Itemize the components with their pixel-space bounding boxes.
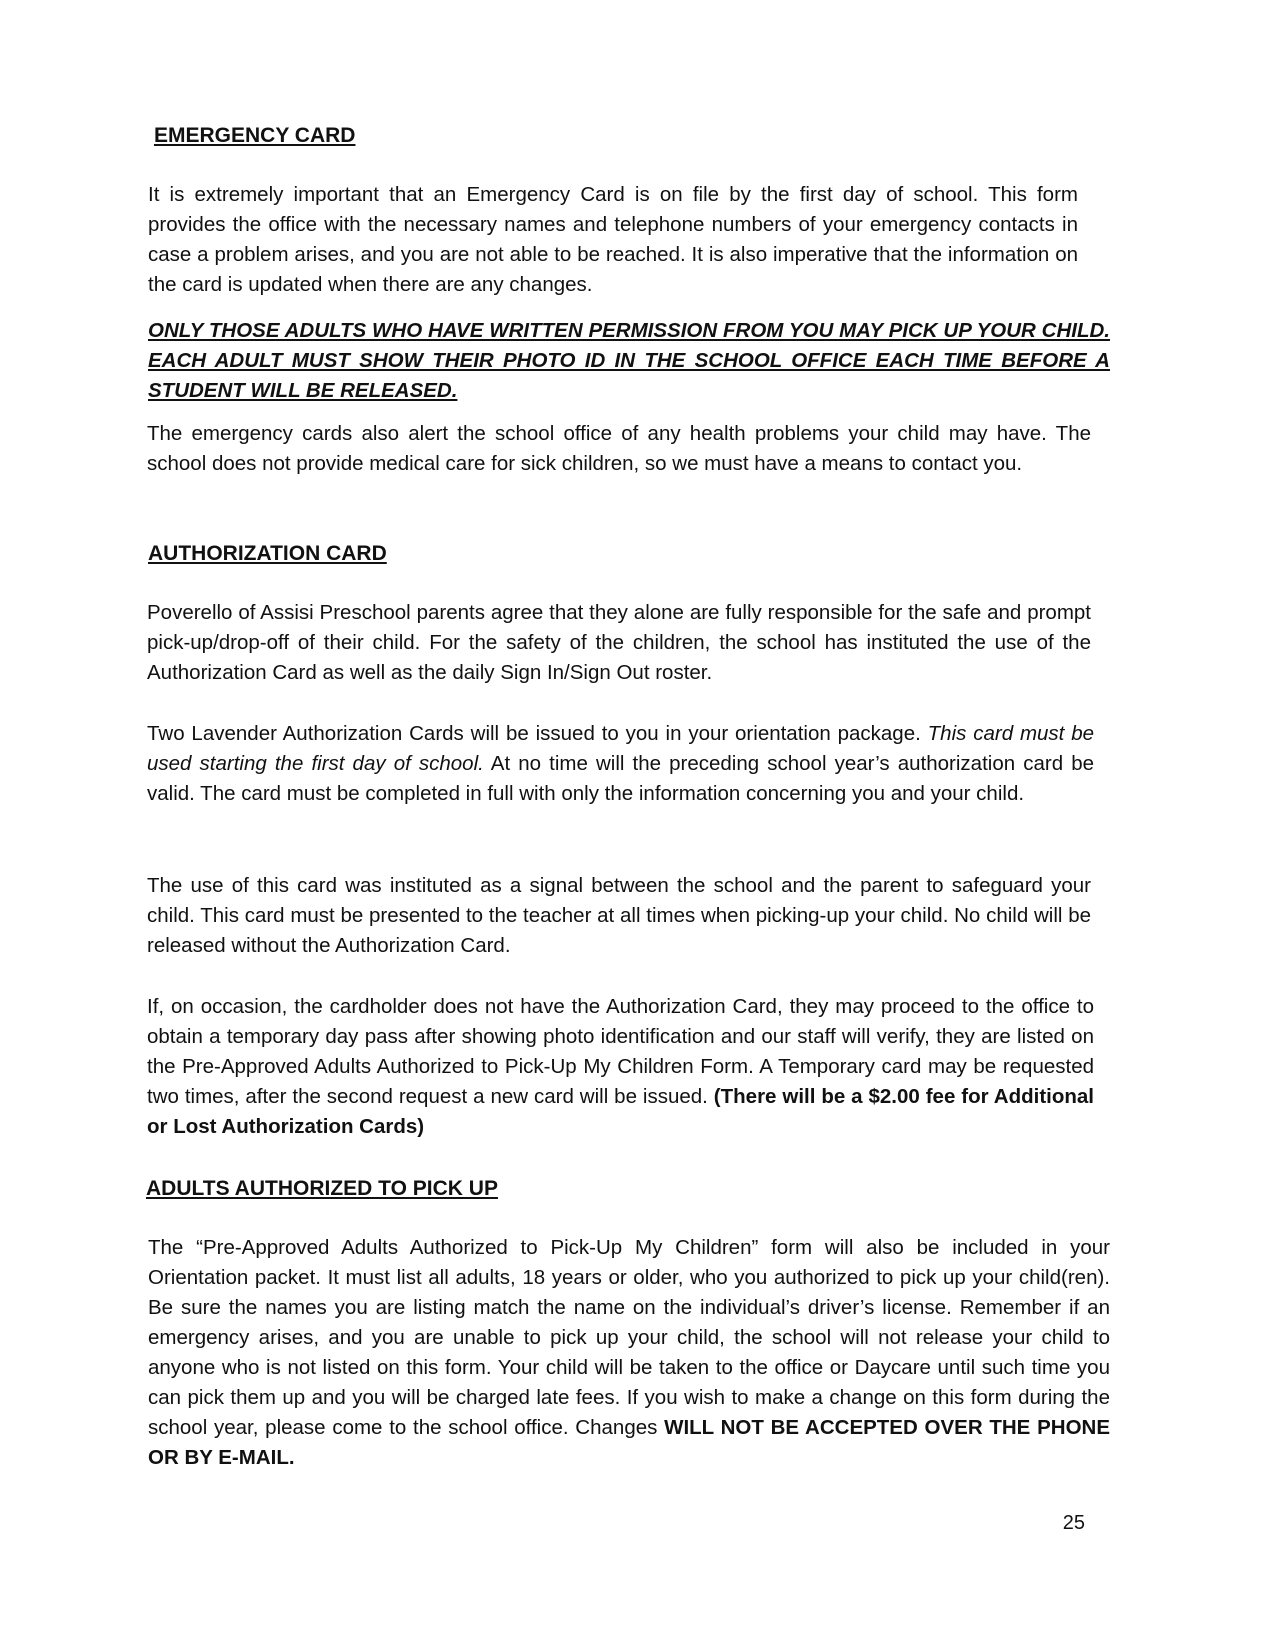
- authorization-card-first-day-note: This card must be used starting the first day of school.: [147, 722, 1095, 775]
- authorization-card-paragraph-1: Poverello of Assisi Preschool parents agree that they alone are fully responsible for the safe and prompt pick-up/drop-off of their child. For the safety of the children, the school has instituted the use of the Authorization Card as well as the daily Sign In/Sign Out roster.: [147, 601, 1091, 684]
- authorization-card-paragraph-4-text: If, on occasion, the cardholder does not have the Authorization Card, they may proceed to the office to obtain a temporary day pass after showing photo identification and our staff will verify, they are listed on the Pre-Approved Adults Authorized to Pick-Up My Children Form. A Temporary card may be requested two times, after the second request a new card will be issued.: [147, 995, 1094, 1108]
- pickup-permission-warning: ONLY THOSE ADULTS WHO HAVE WRITTEN PERMISSION FROM YOU MAY PICK UP YOUR CHILD. EACH ADULT MUST SHOW THEIR PHOTO ID IN THE SCHOOL OFFICE EACH TIME BEFORE A STUDENT WILL BE RELEASED.: [148, 319, 1110, 402]
- authorization-card-paragraph-3: The use of this card was instituted as a signal between the school and the parent to safeguard your child. This card must be presented to the teacher at all times when picking-up your child. No child will be released without the Authorization Card.: [147, 874, 1091, 957]
- authorization-card-paragraph-2-start: Two Lavender Authorization Cards will be issued to you in your orientation package.: [147, 722, 928, 745]
- authorization-card-paragraph-2: [147, 719, 1094, 809]
- emergency-card-paragraph-2: The emergency cards also alert the school office of any health problems your child may have. The school does not provide medical care for sick children, so we must have a means to contact you.: [147, 422, 1091, 475]
- emergency-card-heading: EMERGENCY CARD: [154, 124, 356, 147]
- adults-authorized-paragraph-text: The “Pre-Approved Adults Authorized to Pick-Up My Children” form will also be included in your Orientation packet. It must list all adults, 18 years or older, who you authorized to pick up your child(ren). Be sure the names you are listing match the name on the individual’s driver’s license. Remember if an emergency arises, and you are unable to pick up your child, the school will not release your child to anyone who is not listed on this form. Your child will be taken to the office or Daycare until such time you can pick them up and you will be charged late fees. If you wish to make a change on this form during the school year, please come to the school office. Changes: [148, 1236, 1110, 1439]
- emergency-card-paragraph-1: It is extremely important that an Emergency Card is on file by the first day of school. This form provides the office with the necessary names and telephone numbers of your emergency contacts in case a problem arises, and you are not able to be reached. It is also imperative that the information on the card is updated when there are any changes.: [148, 183, 1078, 296]
- authorization-card-paragraph-2-end: At no time will the preceding school year’s authorization card be valid. The card must be completed in full with only the information concerning you and your child.: [147, 752, 1094, 805]
- changes-not-accepted-note: WILL NOT BE ACCEPTED OVER THE PHONE OR BY E-MAIL.: [148, 1416, 1110, 1469]
- adults-authorized-paragraph: [148, 1233, 1110, 1473]
- authorization-card-paragraph-4: [147, 992, 1094, 1142]
- adults-authorized-heading: ADULTS AUTHORIZED TO PICK UP: [146, 1177, 498, 1200]
- authorization-card-heading: AUTHORIZATION CARD: [148, 542, 387, 565]
- page-number: 25: [1062, 1512, 1085, 1534]
- authorization-card-fee-note: (There will be a $2.00 fee for Additional or Lost Authorization Cards): [147, 1085, 1094, 1138]
